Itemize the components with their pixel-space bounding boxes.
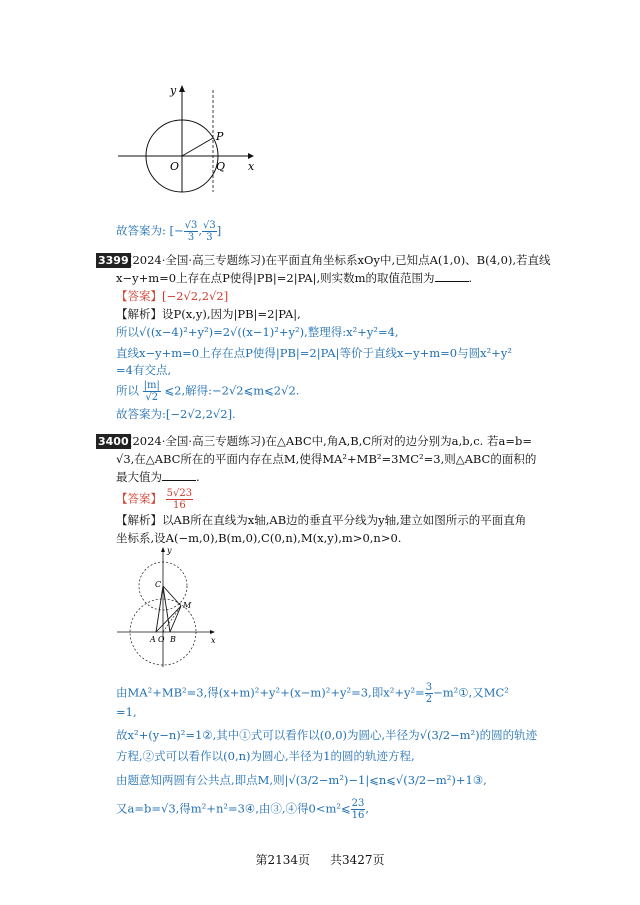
q3400-eq-line3: 故x²+(y−n)²=1②,其中①式可以看作以(0,0)为圆心,半径为√(3/2−m²)的圆的轨迹 — [116, 728, 538, 742]
q3400-eq-line2: =1, — [116, 705, 137, 719]
x-axis-arrow — [210, 630, 215, 634]
label-x: x — [211, 636, 216, 645]
q3399-analysis-line4: =4有交点, — [116, 363, 172, 377]
answer-label: 【答案】 — [116, 491, 162, 506]
answer-fraction: $\frac{5√23}{16}$ — [166, 488, 193, 511]
label-o: O — [158, 635, 165, 644]
page-total: 共3427页 — [330, 853, 385, 867]
y-axis-arrow — [161, 547, 165, 552]
prev-answer: 故答案为: [− $\frac{√3}{3}$ , $\frac{√3}{3}$ ] — [116, 220, 222, 243]
question-number-3400: 3400 — [98, 435, 129, 448]
answer-value: [−2√2,2√2] — [162, 289, 229, 303]
q3399-analysis-line5: 所以 $\frac{|m|}{√2}$ ⩽2,解得:−2√2⩽m⩽2√2. — [116, 380, 300, 403]
prev-answer-prefix: 故答案为: — [116, 223, 166, 238]
label-y: y — [167, 546, 172, 555]
fraction-m-over-root2: $\frac{|m|}{√2}$ — [143, 380, 160, 403]
label-b: B — [170, 635, 176, 644]
analysis-label: 【解析】 — [116, 307, 162, 321]
page-footer — [0, 851, 640, 868]
q3399-analysis-line1: 【解析】设P(x,y),因为|PB|=2|PA|, — [116, 307, 301, 321]
label-p: P — [216, 130, 224, 143]
q3400-eq-line6: 又a=b=√3,得m²+n²=3④,由③,④得0<m²⩽ $\frac{23}{16}$ , — [116, 798, 370, 821]
q3400-analysis-line2: 坐标系,设A(−m,0),B(m,0),C(0,n),M(x,y),m>0,n>0. — [116, 531, 402, 545]
fraction-23-16: $\frac{23}{16}$ — [351, 798, 365, 821]
q3400-stem-line1: (2024·全国·高三专题练习)在△ABC中,角A,B,C所对的边分别为a,b,c. 若a=b= — [128, 434, 532, 448]
page-number: 第2134页 — [255, 853, 310, 867]
q3399-stem-line1: (2024·全国·高三专题练习)在平面直角坐标系xOy中,已知点A(1,0)、B(4,0),若直线 — [128, 253, 551, 267]
answer-blank — [435, 271, 469, 282]
q3400-eq-line4: 方程,②式可以看作以(0,n)为圆心,半径为1的圆的轨迹方程, — [116, 749, 415, 763]
q3399-analysis-line3: 直线x−y+m=0上存在点P使得|PB|=2|PA|等价于直线x−y+m=0与圆x²+y² — [116, 346, 512, 360]
q3400-eq-line5: 由题意知两圆有公共点,即点M,则|√(3/2−m²)−1|⩽n⩽√(3/2−m²)+1③, — [116, 773, 487, 787]
q3400-eq-line1: 由MA²+MB²=3,得(x+m)²+y²+(x−m)²+y²=3,即x²+y²= $\frac{3}{2}$ −m²①,又MC² — [116, 682, 509, 705]
label-a: A — [150, 635, 156, 644]
segment-op — [182, 138, 213, 156]
fraction-3-2: $\frac{3}{2}$ — [425, 682, 433, 705]
q3400-stem-line2: √3,在△ABC所在的平面内存在点M,使得MA²+MB²=3MC²=3,则△ABC的面积的 — [116, 452, 537, 466]
q3400-stem-line3: 最大值为 . — [116, 470, 200, 484]
figure-circle-axes — [110, 80, 260, 195]
q3399-stem-line2: x−y+m=0上存在点P使得|PB|=2|PA|,则实数m的取值范围为 . — [116, 271, 473, 285]
label-c: C — [155, 580, 162, 589]
prev-answer-high: $\frac{√3}{3}$ — [203, 220, 216, 243]
x-axis-arrow — [248, 153, 254, 159]
q3400-analysis-line1: 【解析】以AB所在直线为x轴,AB边的垂直平分线为y轴,建立如图所示的平面直角 — [116, 513, 527, 527]
figure-two-circles — [115, 545, 220, 670]
prev-answer-low: $\frac{√3}{3}$ — [184, 220, 198, 243]
q3399-answer — [116, 288, 228, 304]
label-x: x — [248, 160, 255, 173]
y-axis-arrow — [179, 85, 185, 92]
label-m: M — [183, 601, 192, 610]
label-y: y — [170, 84, 177, 97]
q3400-answer — [116, 488, 193, 511]
q3399-analysis-line2: 所以√((x−4)²+y²)=2√((x−1)²+y²),整理得:x²+y²=4, — [116, 325, 399, 339]
label-o: O — [170, 160, 180, 173]
label-q: Q — [216, 160, 226, 173]
question-number-3399: 3399 — [98, 254, 129, 267]
answer-blank — [162, 470, 196, 481]
segment-ca — [156, 586, 163, 632]
analysis-label: 【解析】 — [116, 513, 162, 527]
q3399-analysis-line6: 故答案为:[−2√2,2√2]. — [116, 407, 236, 421]
answer-label: 【答案】 — [116, 289, 162, 303]
